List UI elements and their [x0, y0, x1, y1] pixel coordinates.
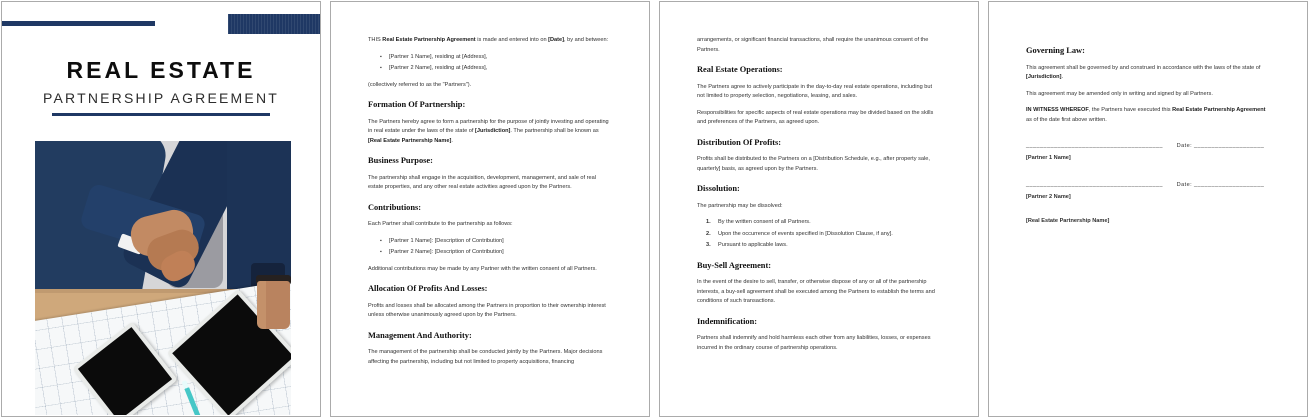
agreement-name-bold: Real Estate Partnership Agreement	[382, 37, 476, 43]
signature-line: _______________________________________	[1026, 143, 1163, 149]
body-text: , the Partners have executed this	[1088, 107, 1173, 113]
page-2-body	[331, 2, 649, 367]
page-1-cover	[1, 1, 321, 417]
agreement-name-bold: Real Estate Partnership Agreement	[1172, 107, 1266, 113]
business-purpose-paragraph: The partnership shall engage in the acquisition, development, management, and sale of real estate properties, and any other real estate activities agreed upon by the Partners.	[368, 174, 596, 190]
governing-paragraph-1	[1026, 64, 1269, 83]
date-line: Date: ____________________	[1176, 143, 1265, 149]
buy-sell-paragraph: In the event of the desire to sell, transfer, or otherwise dispose of any or all of the partnership interests, a buy-sell agreement shall be executed among the Partners to establish the terms and conditions of such transactions.	[697, 279, 935, 304]
witness-whereof-bold: IN WITNESS WHEREOF	[1026, 107, 1089, 113]
intro-text: is made and entered into on	[475, 37, 549, 43]
cover-photo-handshake	[35, 141, 291, 415]
body-text: as of the date first above written.	[1026, 116, 1107, 123]
list-item: ▪ [Partner 1 Name]: [Description of Contribution]	[389, 237, 611, 247]
body-text: .	[451, 137, 453, 144]
distribution-paragraph: Profits shall be distributed to the Partners on a [Distribution Schedule, e.g., after property sale, quarterly] basis, as agreed upon by the Partners.	[697, 156, 930, 172]
section-heading-allocation: Allocation Of Profits And Losses:	[368, 284, 488, 293]
signature-row-1	[1026, 142, 1269, 152]
intro-text: THIS	[368, 37, 383, 43]
date-placeholder-bold: [Date]	[548, 37, 564, 43]
page-4	[988, 1, 1308, 417]
management-continuation-paragraph: arrangements, or significant financial transactions, shall require the unanimous consent of the Partners.	[697, 37, 929, 53]
dissolution-paragraph: The partnership may be dissolved:	[697, 202, 783, 209]
dissolution-list	[697, 218, 940, 251]
formation-paragraph	[368, 118, 611, 147]
section-heading-governing-law: Governing Law:	[1026, 46, 1085, 55]
contributions-list	[368, 237, 611, 258]
contributions-paragraph: Each Partner shall contribute to the partnership as follows:	[368, 221, 513, 227]
section-heading-indemnification: Indemnification:	[697, 316, 758, 326]
section-heading-buy-sell: Buy-Sell Agreement:	[697, 260, 772, 270]
jurisdiction-placeholder-bold: [Jurisdiction]	[474, 128, 511, 134]
collective-line: (collectively referred to as the "Partners").	[368, 81, 472, 88]
list-item: By the written consent of all Partners.	[718, 219, 811, 225]
body-text: The Partners hereby agree to form a partnership for the purpose of jointly investing and operating in real estate under the laws of the state of	[368, 118, 609, 134]
cover-title-rule	[52, 113, 270, 116]
witness-paragraph	[1026, 106, 1269, 125]
jurisdiction-placeholder-bold: [Jurisdiction]	[1026, 74, 1062, 80]
partner-2-name-label: [Partner 2 Name]	[1026, 193, 1071, 200]
section-heading-operations: Real Estate Operations:	[697, 65, 783, 74]
partnership-name-label: [Real Estate Partnership Name]	[1026, 218, 1110, 224]
cover-title-block	[2, 58, 320, 116]
intro-paragraph	[368, 36, 611, 46]
cover-accent-bar-left	[2, 21, 155, 26]
operations-paragraph-2: Responsibilities for specific aspects of real estate operations may be divided based on the skills and preferences of the Partners, as agreed upon.	[697, 109, 934, 125]
signature-line: _______________________________________	[1026, 181, 1163, 188]
section-heading-management: Management And Authority:	[368, 330, 472, 340]
parties-list	[368, 53, 611, 74]
allocation-paragraph: Profits and losses shall be allocated among the Partners in proportion to their ownership interest unless otherwise unanimously agreed upon by the Partners.	[368, 302, 606, 318]
governing-paragraph-2: This agreement may be amended only in writing and signed by all Partners.	[1026, 90, 1213, 97]
section-heading-distribution: Distribution Of Profits:	[697, 137, 782, 147]
management-paragraph: The management of the partnership shall be conducted jointly by the Partners. Major decisions affecting the partnership, including but not limited to property acquisitions, financing	[368, 349, 603, 365]
cover-subtitle: PARTNERSHIP AGREEMENT	[42, 90, 280, 107]
section-heading-dissolution: Dissolution:	[697, 184, 740, 193]
section-heading-business-purpose: Business Purpose:	[368, 156, 433, 165]
page-3	[659, 1, 979, 417]
list-item: Upon the occurrence of events specified in [Dissolution Clause, if any].	[718, 230, 893, 237]
body-text: This agreement shall be governed by and construed in accordance with the laws of the state of	[1026, 64, 1261, 71]
signature-row-2	[1026, 181, 1269, 191]
list-item: ▪ [Partner 2 Name]: [Description of Contribution]	[389, 248, 611, 258]
list-item: ▪ [Partner 1 Name], residing at [Address],	[389, 53, 611, 63]
body-text: .	[1061, 74, 1063, 80]
list-item: Pursuant to applicable laws.	[718, 242, 788, 248]
date-line: Date: ____________________	[1176, 181, 1265, 188]
partner-1-name-label: [Partner 1 Name]	[1026, 155, 1071, 161]
additional-contributions-paragraph: Additional contributions may be made by any Partner with the written consent of all Partners.	[368, 265, 597, 272]
section-heading-contributions: Contributions:	[368, 202, 422, 212]
page-3-body	[660, 2, 978, 353]
intro-text: , by and between:	[564, 37, 609, 43]
page-2	[330, 1, 650, 417]
coffee-cup	[257, 281, 290, 329]
section-heading-formation: Formation Of Partnership:	[368, 100, 466, 109]
page-4-body	[989, 2, 1307, 227]
cover-accent-block-right	[228, 14, 320, 34]
list-item: ▪ [Partner 2 Name], residing at [Address],	[389, 64, 611, 74]
indemnification-paragraph: Partners shall indemnify and hold harmless each other from any liabilities, losses, or expenses incurred in the ordinary course of partnership operations.	[697, 335, 931, 351]
body-text: . The partnership shall be known as	[510, 128, 599, 134]
operations-paragraph-1: The Partners agree to actively participate in the day-to-day real estate operations, including but not limited to property selection, negotiations, leasing, and sales.	[697, 83, 933, 99]
cover-title: REAL ESTATE	[66, 57, 256, 83]
partnership-name-placeholder-bold: [Real Estate Partnership Name]	[368, 137, 452, 144]
